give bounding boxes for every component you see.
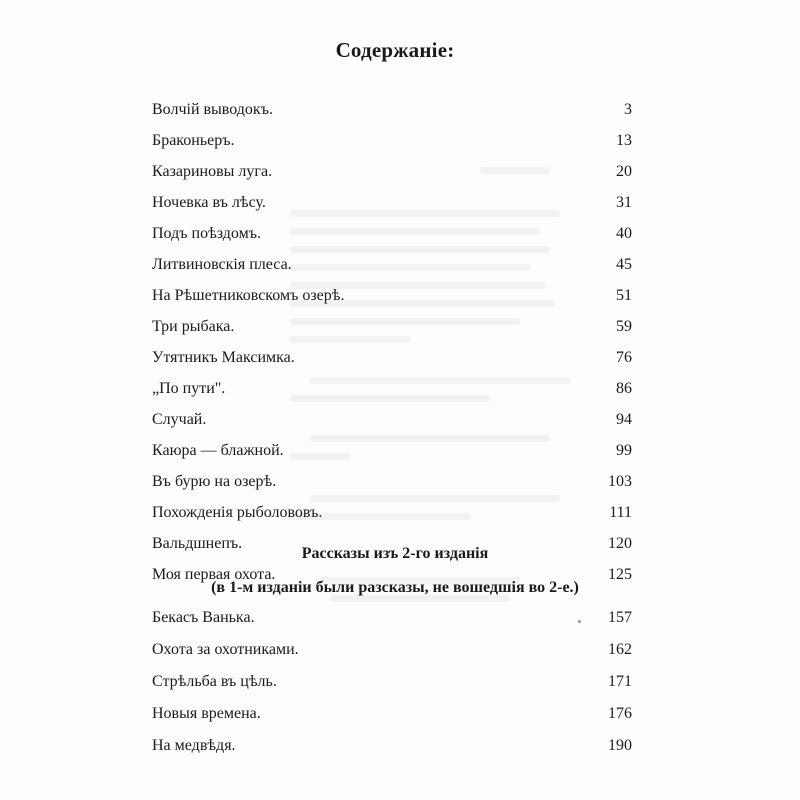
entry-title: Каюра — блажной. — [152, 442, 284, 459]
list-item — [152, 698, 632, 730]
entry-page-number: 111 — [609, 504, 632, 521]
section-note: (в 1-м изданіи были разсказы, не вошедшія во 2-е.) — [211, 579, 579, 596]
table-of-contents — [152, 94, 632, 590]
entry-page-number: 51 — [616, 287, 632, 304]
entry-page-number: 94 — [616, 411, 632, 428]
list-item — [152, 218, 632, 249]
list-item — [152, 342, 632, 373]
entry-title: Ночевка въ лѣсу. — [152, 194, 266, 211]
entry-title: Утятникъ Максимка. — [152, 349, 295, 366]
entry-page-number: 120 — [608, 535, 632, 552]
entry-page-number: 171 — [608, 673, 632, 690]
list-item — [152, 373, 632, 404]
entry-page-number: 45 — [616, 256, 632, 273]
entry-title: Казариновы луга. — [152, 163, 273, 180]
list-item — [152, 249, 632, 280]
list-item — [152, 94, 632, 125]
entry-title: Стрѣльба въ цѣль. — [152, 673, 277, 690]
list-item — [152, 666, 632, 698]
table-of-contents-second-edition — [152, 602, 632, 762]
entry-title: Похожденія рыболововъ. — [152, 504, 323, 521]
entry-page-number: 31 — [616, 194, 632, 211]
entry-page-number: 86 — [616, 380, 632, 397]
entry-title: Моя первая охота. — [152, 566, 276, 583]
entry-title: Литвиновскія плеса. — [152, 256, 292, 273]
entry-title: „По пути". — [152, 380, 226, 397]
scan-speck — [578, 620, 581, 623]
entry-title: На Рѣшетниковскомъ озерѣ. — [152, 287, 345, 304]
entry-page-number: 20 — [616, 163, 632, 180]
list-item — [152, 466, 632, 497]
list-item — [152, 125, 632, 156]
entry-title: Новыя времена. — [152, 705, 261, 722]
entry-page-number: 99 — [616, 442, 632, 459]
list-item — [152, 156, 632, 187]
entry-page-number: 190 — [608, 737, 632, 754]
list-item — [152, 730, 632, 762]
entry-page-number: 13 — [616, 132, 632, 149]
entry-title: Охота за охотниками. — [152, 641, 299, 658]
list-item — [152, 497, 632, 528]
entry-page-number: 76 — [616, 349, 632, 366]
entry-title: Случай. — [152, 411, 207, 428]
entry-page-number: 3 — [624, 101, 632, 118]
section-heading: Рассказы изъ 2-го изданія — [301, 545, 489, 562]
entry-title: Въ бурю на озерѣ. — [152, 473, 277, 490]
list-item — [152, 634, 632, 666]
entry-title: Вальдшнепъ. — [152, 535, 243, 552]
entry-page-number: 59 — [616, 318, 632, 335]
entry-title: Волчій выводокъ. — [152, 101, 273, 118]
list-item — [152, 435, 632, 466]
entry-title: Три рыбака. — [152, 318, 235, 335]
entry-title: На медвѣдя. — [152, 737, 236, 754]
entry-title: Подъ поѣздомъ. — [152, 225, 262, 242]
page-title: Содержаніе: — [335, 38, 455, 62]
entry-page-number: 176 — [608, 705, 632, 722]
entry-page-number: 162 — [608, 641, 632, 658]
list-item — [152, 602, 632, 634]
list-item — [152, 311, 632, 342]
entry-page-number: 103 — [608, 473, 632, 490]
list-item — [152, 280, 632, 311]
entry-page-number: 40 — [616, 225, 632, 242]
list-item — [152, 187, 632, 218]
entry-page-number: 157 — [608, 609, 632, 626]
entry-title: Браконьеръ. — [152, 132, 235, 149]
entry-title: Бекасъ Ванька. — [152, 609, 255, 626]
list-item — [152, 404, 632, 435]
entry-page-number: 125 — [608, 566, 632, 583]
